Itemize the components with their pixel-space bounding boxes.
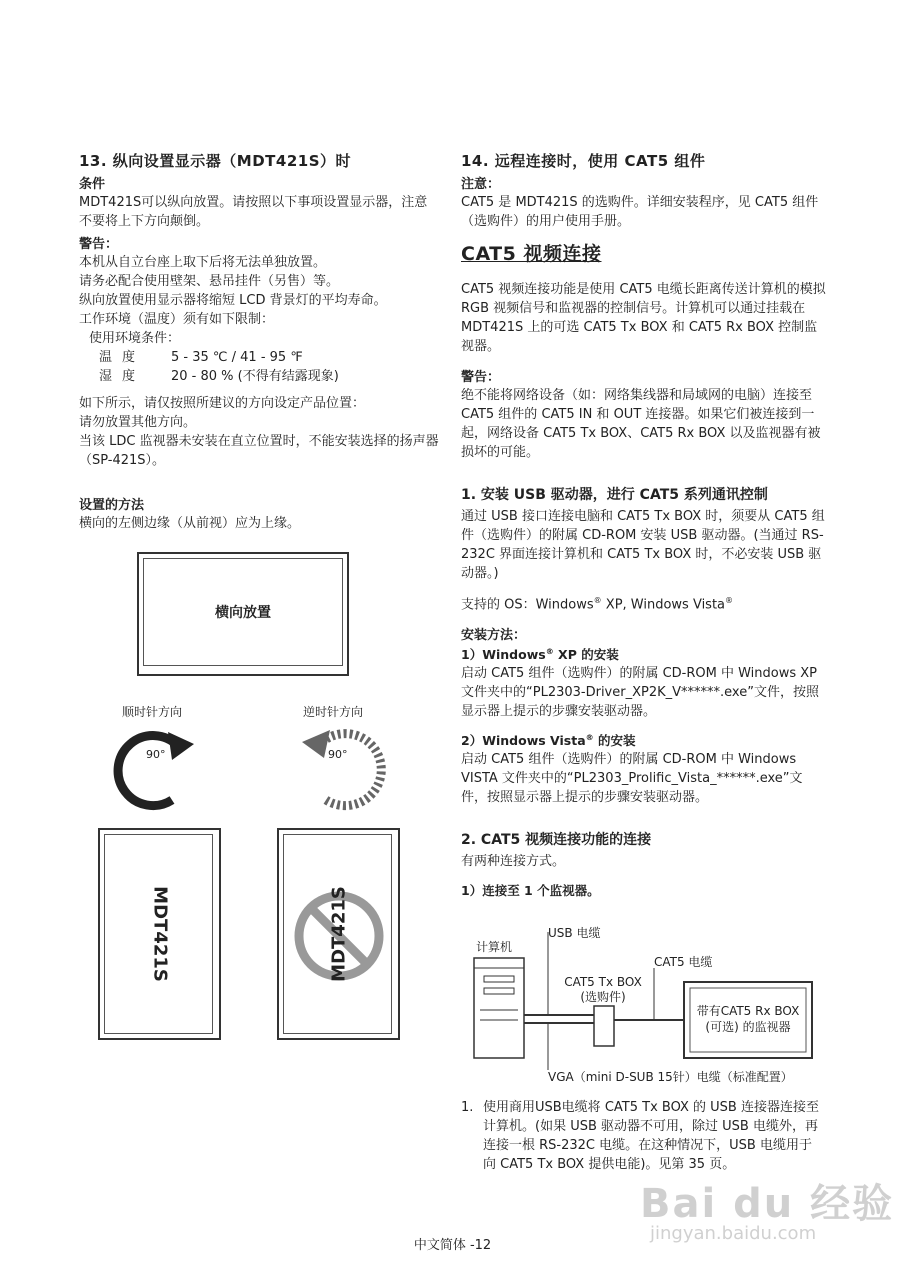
method-label: 设置的方法: [79, 498, 145, 513]
warning-label: 警告：: [79, 237, 119, 252]
orientation-line: 如下所示，请仅按照所建议的方向设定产品位置：: [79, 396, 366, 411]
env-temp-key: 温度: [99, 350, 146, 365]
section-2-title: 2. CAT5 视频连接功能的连接: [461, 832, 652, 849]
model-label-ok: MDT421S: [149, 886, 170, 982]
xp-install-text: 启动 CAT5 组件（选购件）的附属 CD-ROM 中 Windows XP 文件夹中的“PL2303-Driver_XP2K_V******.exe”文件，按照显示器上提示的步骤安装驱动器。: [461, 666, 819, 720]
orientation-line: 请勿放置其他方向。: [79, 415, 197, 430]
env-label: 使用环境条件：: [89, 331, 181, 346]
note-label: 注意：: [461, 177, 501, 192]
section-1-text: 通过 USB 接口连接电脑和 CAT5 Tx BOX 时，须要从 CAT5 组件（选购件）的附属 CD-ROM 安装 USB 驱动器。(当通过 RS-232C 界面连接计算机和 CAT5 Tx BOX 时，不必安装 USB 驱动器。): [461, 509, 825, 581]
step-item: [461, 1098, 823, 1174]
note-text: CAT5 是 MDT421S 的选购件。详细安装程序，见 CAT5 组件（选购件）的用户使用手册。: [461, 195, 819, 229]
ccw-degree: 90°: [328, 748, 348, 761]
diagram-tx-box: [562, 975, 644, 1005]
counterclockwise-label: 逆时针方向: [303, 705, 364, 719]
landscape-monitor-figure: [137, 552, 349, 676]
vista-install-title: 2）Windows Vista® 的安装: [461, 733, 636, 749]
step-number: 1.: [461, 1100, 474, 1115]
counterclockwise-arrow-icon: [296, 720, 386, 815]
condition-label: 条件: [79, 177, 106, 192]
model-label-ng: MDT421S: [328, 886, 349, 982]
section-14-title: 14. 远程连接时，使用 CAT5 组件: [461, 152, 706, 170]
warning-line: 本机从自立台座上取下后将无法单独放置。: [79, 255, 327, 270]
cat5-heading: CAT5 视频连接: [461, 243, 602, 265]
clockwise-label: 顺时针方向: [122, 705, 183, 719]
xp-install-title: 1）Windows® XP 的安装: [461, 647, 619, 663]
section-1-title: 1. 安装 USB 驱动器，进行 CAT5 系列通讯控制: [461, 487, 768, 503]
cw-degree: 90°: [146, 748, 166, 761]
page-footer: 中文简体 -12: [413, 1238, 492, 1253]
diagram-tx-optional: (选购件): [580, 990, 626, 1004]
diagram-rx-monitor: [690, 1003, 806, 1035]
condition-text: MDT421S可以纵向放置。请按照以下事项设置显示器，注意不要将上下方向颠倒。: [79, 195, 428, 229]
diagram-rx-line1: 带有CAT5 Rx BOX: [696, 1004, 800, 1018]
diagram-tx-label: CAT5 Tx BOX: [564, 975, 642, 989]
install-label: 安装方法：: [461, 628, 527, 644]
diagram-pc-label: 计算机: [476, 940, 513, 954]
env-temp-row: [79, 348, 439, 367]
section-2-text: 有两种连接方式。: [461, 854, 566, 870]
watermark-url: jingyan.baidu.com: [650, 1223, 817, 1244]
env-humidity-key: 湿度: [99, 369, 146, 384]
warning-line: 纵向放置使用显示器将缩短 LCD 背景灯的平均寿命。: [79, 293, 387, 308]
step-list: [461, 1098, 823, 1174]
cat5-warning-text: 绝不能将网络设备（如：网络集线器和局域网的电脑）连接至 CAT5 组件的 CAT5 IN 和 OUT 连接器。如果它们被连接到一起，网络设备 CAT5 Tx BOX、CAT5 Rx BOX 以及监视器有被损坏的可能。: [461, 388, 821, 460]
portrait-monitor-ok: [98, 828, 221, 1040]
supported-os: 支持的 OS：Windows® XP, Windows Vista®: [461, 596, 734, 613]
left-column: [79, 150, 439, 533]
cat5-warning-label: 警告：: [461, 370, 501, 385]
diagram-usb-label: USB 电缆: [548, 926, 601, 940]
warning-line: 请务必配合使用壁架、悬吊挂件（另售）等。: [79, 274, 340, 289]
vista-install-text: 启动 CAT5 组件（选购件）的附属 CD-ROM 中 Windows VISTA 文件夹中的“PL2303_Prolific_Vista_******.exe”文件，按照显示器上提示的步骤安装驱动器。: [461, 752, 803, 806]
diagram-vga-label: VGA（mini D-SUB 15针）电缆（标准配置）: [548, 1070, 793, 1084]
env-humidity-value: 20 - 80 % (不得有结露现象): [171, 369, 339, 384]
warning-line: 工作环境（温度）须有如下限制：: [79, 312, 275, 327]
cat5-description: CAT5 视频连接功能是使用 CAT5 电缆长距离传送计算机的模拟 RGB 视频信号和监视器的控制信号。计算机可以通过挂载在 MDT421S 上的可选 CAT5 Tx BOX 和 CAT5 Rx BOX 控制监视器。: [461, 282, 826, 354]
section-13-title: 13. 纵向设置显示器（MDT421S）时: [79, 152, 352, 170]
watermark-logo: Bai du 经验: [640, 1181, 895, 1227]
env-humidity-row: [79, 367, 439, 386]
landscape-label: 横向放置: [143, 558, 343, 666]
method-text: 横向的左侧边缘（从前视）应为上缘。: [79, 516, 301, 531]
diagram-cat5-label: CAT5 电缆: [654, 955, 713, 969]
step-text: 使用商用USB电缆将 CAT5 Tx BOX 的 USB 连接器连接至计算机。(如果 USB 驱动器不可用，除过 USB 电缆外，再连接一根 RS-232C 电缆。在这种情况下，USB 电缆用于向 CAT5 Tx BOX 提供电能)。见第 35 页。: [483, 1100, 819, 1172]
clockwise-arrow-icon: [112, 722, 202, 812]
section-2-sub: 1）连接至 1 个监视器。: [461, 883, 600, 899]
right-column: [461, 150, 826, 900]
portrait-monitor-ng: [277, 828, 400, 1040]
env-temp-value: 5 - 35 ℃ / 41 - 95 ℉: [171, 350, 303, 365]
diagram-rx-line2: (可选) 的监视器: [705, 1020, 791, 1034]
orientation-line: 当该 LDC 监视器未安装在直立位置时，不能安装选择的扬声器（SP-421S）。: [79, 434, 439, 468]
